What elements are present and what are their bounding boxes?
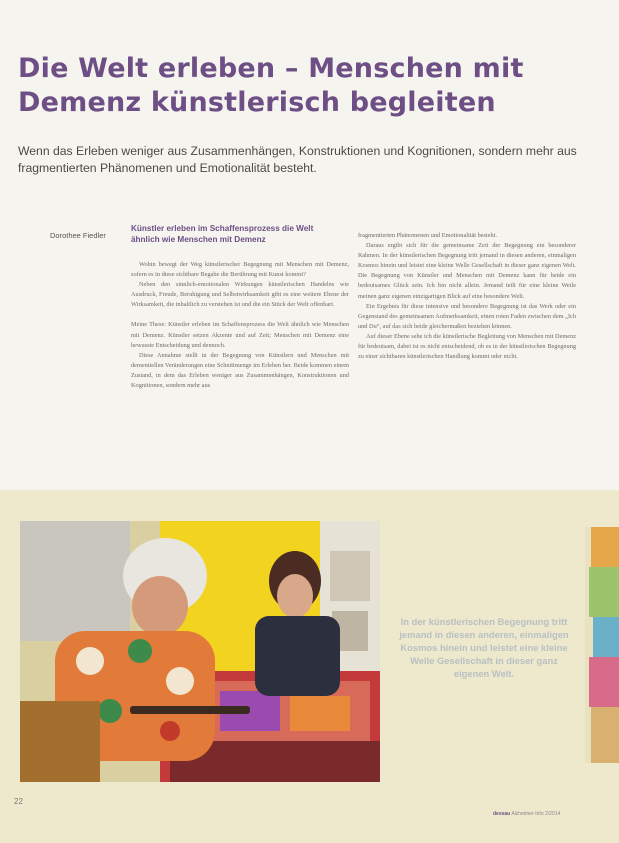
page-number: 22 xyxy=(14,797,23,806)
paragraph: Ein Ergebnis für diese intensive und besondere Begegnung ist das Werk oder ein Gegenstand des gemeinsamen Aufmerksamkeit, einen roten Faden zwischen dem „Ich und Du“, auf das sich beide gleichermaßen beziehen können. xyxy=(358,302,576,330)
text-column-1 xyxy=(131,260,349,391)
pull-quote: In der künstlerischen Begegnung tritt jemand in diesen anderen, einmaligen Kosmos hinein und leistet eine kleine Welle Gesellschaft in dieser ganz eigenen Welt. xyxy=(399,616,569,679)
paragraph: Diese Annahme stellt in der Begegnung von Künstlern und Menschen mit dementiellen Veränderungen eine Schnittmenge im Erleben her. Beide kommen einem Zustand, in dem das Erleben weniger aus Zusammenhängen, Konstruktionen und Kognitionen, sondern mehr aus xyxy=(131,351,349,390)
article-subhead: Künstler erleben im Schaffensprozess die Welt ähnlich wie Menschen mit Demenz xyxy=(131,224,314,244)
edge-painting-detail xyxy=(585,527,619,763)
article-title: Die Welt erleben – Menschen mit Demenz künstlerisch begleiten xyxy=(18,53,524,118)
author-name: Dorothee Fiedler xyxy=(50,231,106,240)
paragraph: Meine These: Künstler erleben im Schaffensprozess die Welt ähnlich wie Menschen mit Demenz. Künstler setzen Akzente und auf Zeit; Menschen mit Demenz eine bewusste Entscheidung und dennoch. xyxy=(131,321,349,349)
text-column-2 xyxy=(358,231,576,362)
paragraph: Wohin bewegt der Weg künstlerischer Begegnung mit Menschen mit Demenz, sofern es in diese sichtbare Begabe die Berührung mit Kunst kommt? xyxy=(131,261,349,279)
article-lead: Wenn das Erleben weniger aus Zusammenhängen, Konstruktionen und Kognitionen, sondern mehr aus fragmentierten Phänomenen und Emotionalität besteht. xyxy=(18,144,577,175)
paragraph: Neben den sinnlich-emotionalen Wirkungen künstlerischen Handelns wie Ausdruck, Freude, Beruhigung und Selbstwirksamkeit gibt es eine weitere Ebene der Wirksamkeit, die inhaltlich zu verstehen ist und die ein Stück der Welt offenbart. xyxy=(131,281,349,309)
paragraph: Auf dieser Ebene sehe ich die künstlerische Begleitung von Menschen mit Demenz für bedeutsam, dabei ist es nicht entscheidend, ob es in der künstlerischen Begegnung zu einer sichtbaren künstlerischen Handlung kommt oder nicht. xyxy=(358,332,577,361)
footer-credit xyxy=(493,811,560,817)
footer-issue: Alzheimer-Info 2/2014 xyxy=(511,811,561,817)
paragraph: Daraus ergibt sich für die gemeinsame Zeit der Begegnung ein besonderer Rahmen. In der künstlerischen Begegnung tritt jemand in diesen anderen, einmaligen Kosmos hinein und leistet eine kleine Welle Gesellschaft in dieser ganz eigenen Welt. Die Begegnung von Künstler und Menschen mit Demenz kann für beide ein bedeutsames Glück sein. Ich bin nicht allein. Jemand teilt für eine kleine Weile meinen ganz eigenen einzigartigen Blick auf eine besondere Welt. xyxy=(358,242,576,300)
paragraph: fragmentierten Phänomenen und Emotionalität besteht. xyxy=(358,232,498,239)
article-photo xyxy=(20,521,380,782)
footer-brand: dessau xyxy=(493,811,511,817)
